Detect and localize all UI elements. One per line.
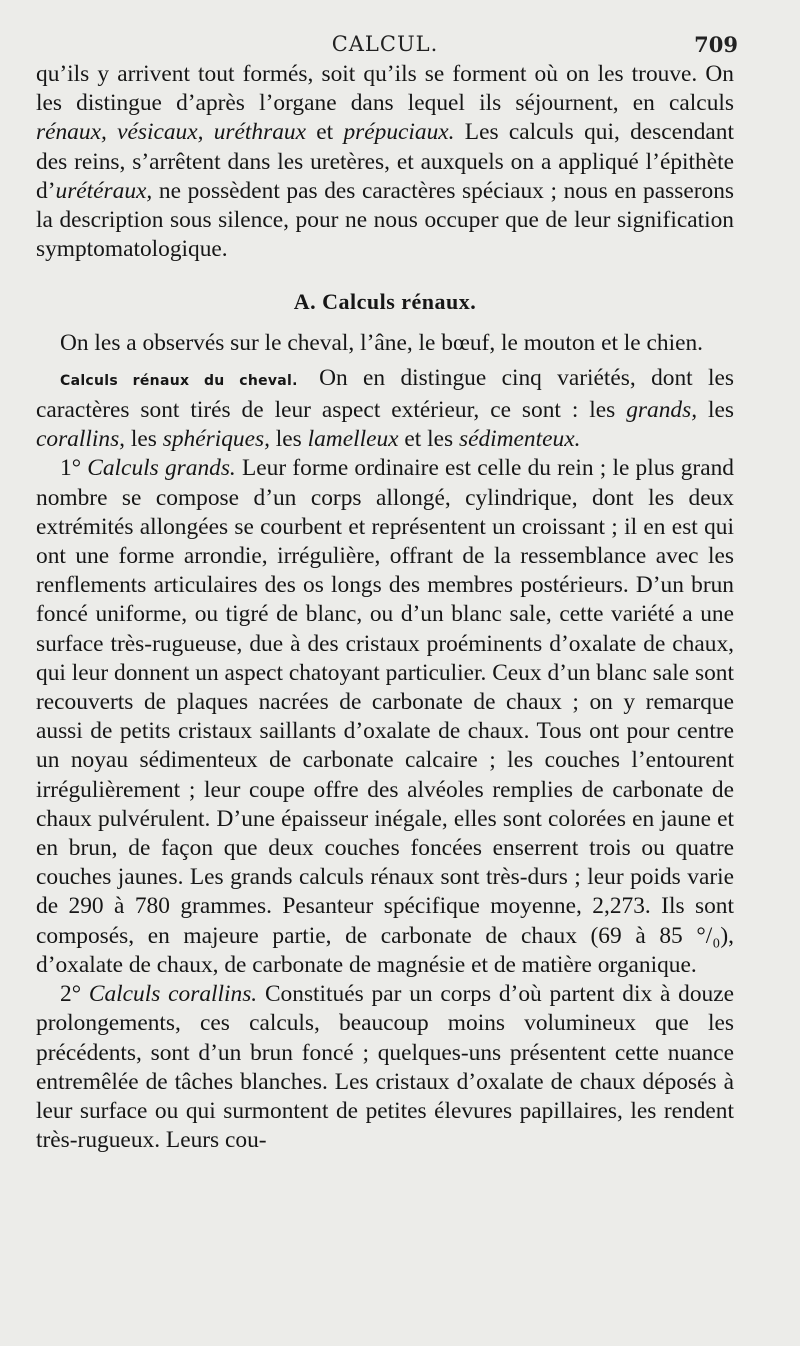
text-span: On en distingue cinq variétés, dont les caractères sont tirés de leur aspect extérieur, ce sont : les bbox=[36, 364, 735, 424]
text-span: Les calculs qui, descendant des reins, s’arrêtent dans les uretères, et auxquels on a appliqué l’épithète d’ bbox=[36, 119, 734, 204]
italic-term: rénaux, vésicaux, uréthraux bbox=[36, 119, 306, 146]
page-header bbox=[36, 0, 738, 60]
italic-term: sédimenteux. bbox=[458, 426, 581, 453]
italic-term: grands, bbox=[626, 397, 698, 424]
running-head: CALCUL. bbox=[331, 32, 439, 56]
italic-term: urétéraux, bbox=[55, 177, 153, 204]
text-span: et les bbox=[398, 426, 459, 453]
page-number: 709 bbox=[694, 32, 738, 57]
text-span: les bbox=[269, 426, 308, 453]
text-span: et bbox=[305, 119, 344, 146]
italic-term: corallins, bbox=[36, 426, 126, 453]
text-span: Constitués par un corps d’où partent dix à douze prolongements, ces calculs, beaucoup moins volumineux que les précédents, sont d’un brun foncé ; quelques-uns présentent cette nuance entremêlée de tâches blanches. Les cristaux d’oxalate de chaux déposés à leur surface ou qui surmontent de petites élevures papillaires, les rendent très-rugueux. Leurs cou- bbox=[36, 981, 734, 1154]
runin-heading: Calculs rénaux du cheval. bbox=[60, 372, 298, 389]
page-body bbox=[36, 60, 734, 1155]
paragraph-observed: On les a observés sur le cheval, l’âne, le bœuf, le mouton et le chien. bbox=[60, 329, 704, 356]
paragraph-coral-calculi bbox=[36, 980, 734, 1155]
italic-term: Calculs corallins. bbox=[88, 981, 258, 1008]
text-span: les bbox=[697, 397, 734, 424]
paragraph-intro bbox=[36, 60, 734, 264]
italic-term: lamelleux bbox=[307, 426, 399, 453]
text-span: les bbox=[125, 426, 163, 453]
text-span: 2° bbox=[60, 981, 89, 1008]
paragraph-large-calculi bbox=[36, 454, 734, 980]
section-heading: A. Calculs rénaux. bbox=[293, 289, 477, 315]
text-span: qu’ils y arrivent tout formés, soit qu’ils se forment où on les trouve. On les distingue d’après l’organe dans lequel ils séjournent, en calculs bbox=[36, 61, 734, 117]
italic-term: Calculs grands. bbox=[87, 455, 236, 482]
paragraph-horse-calculi bbox=[36, 364, 734, 455]
italic-term: sphériques, bbox=[162, 426, 270, 453]
text-span: 1° bbox=[60, 455, 88, 482]
text-span: ne possèdent pas des caractères spéciaux ; nous en passerons la description sous silence, pour ne nous occuper que de leur signification symptomatologique. bbox=[36, 177, 734, 263]
text-span: Leur forme ordinaire est celle du rein ; le plus grand nombre se compose d’un corps allongé, cylindrique, dont les deux extrémités allongées se courbent et représentent un croissant ; il en est qui ont une forme arrondie, irrégulière, offrant de la ressemblance avec les renflements articulaires des os longs des membres postérieurs. D’un brun foncé uniforme, ou tigré de blanc, ou d’un blanc sale, cette variété a une surface très-rugueuse, due à des cristaux proéminents d’oxalate de chaux, qui leur donnent un aspect chatoyant particulier. Ceux d’un blanc sale sont recouverts de plaques nacrées de carbonate de chaux ; on y remarque aussi de petits cristaux saillants d’oxalate de chaux. Tous ont pour centre un noyau sédimenteux de carbonate calcaire ; les couches l’entourent irrégulièrement ; leur coupe offre des alvéoles remplies de carbonate de chaux pulvérulent. D’une épaisseur inégale, elles sont colorées en jaune et en brun, de façon que deux couches foncées enserrent trois ou quatre couches jaunes. Les grands calculs rénaux sont très-durs ; leur poids varie de 290 à 780 grammes. Pesanteur spécifique moyenne, 2,273. Ils sont composés, en majeure partie, de carbonate de chaux (69 à 85 °/₀), d’oxalate de chaux, de carbonate de magnésie et de matière organique. bbox=[36, 455, 734, 978]
italic-term: prépuciaux. bbox=[343, 119, 455, 146]
